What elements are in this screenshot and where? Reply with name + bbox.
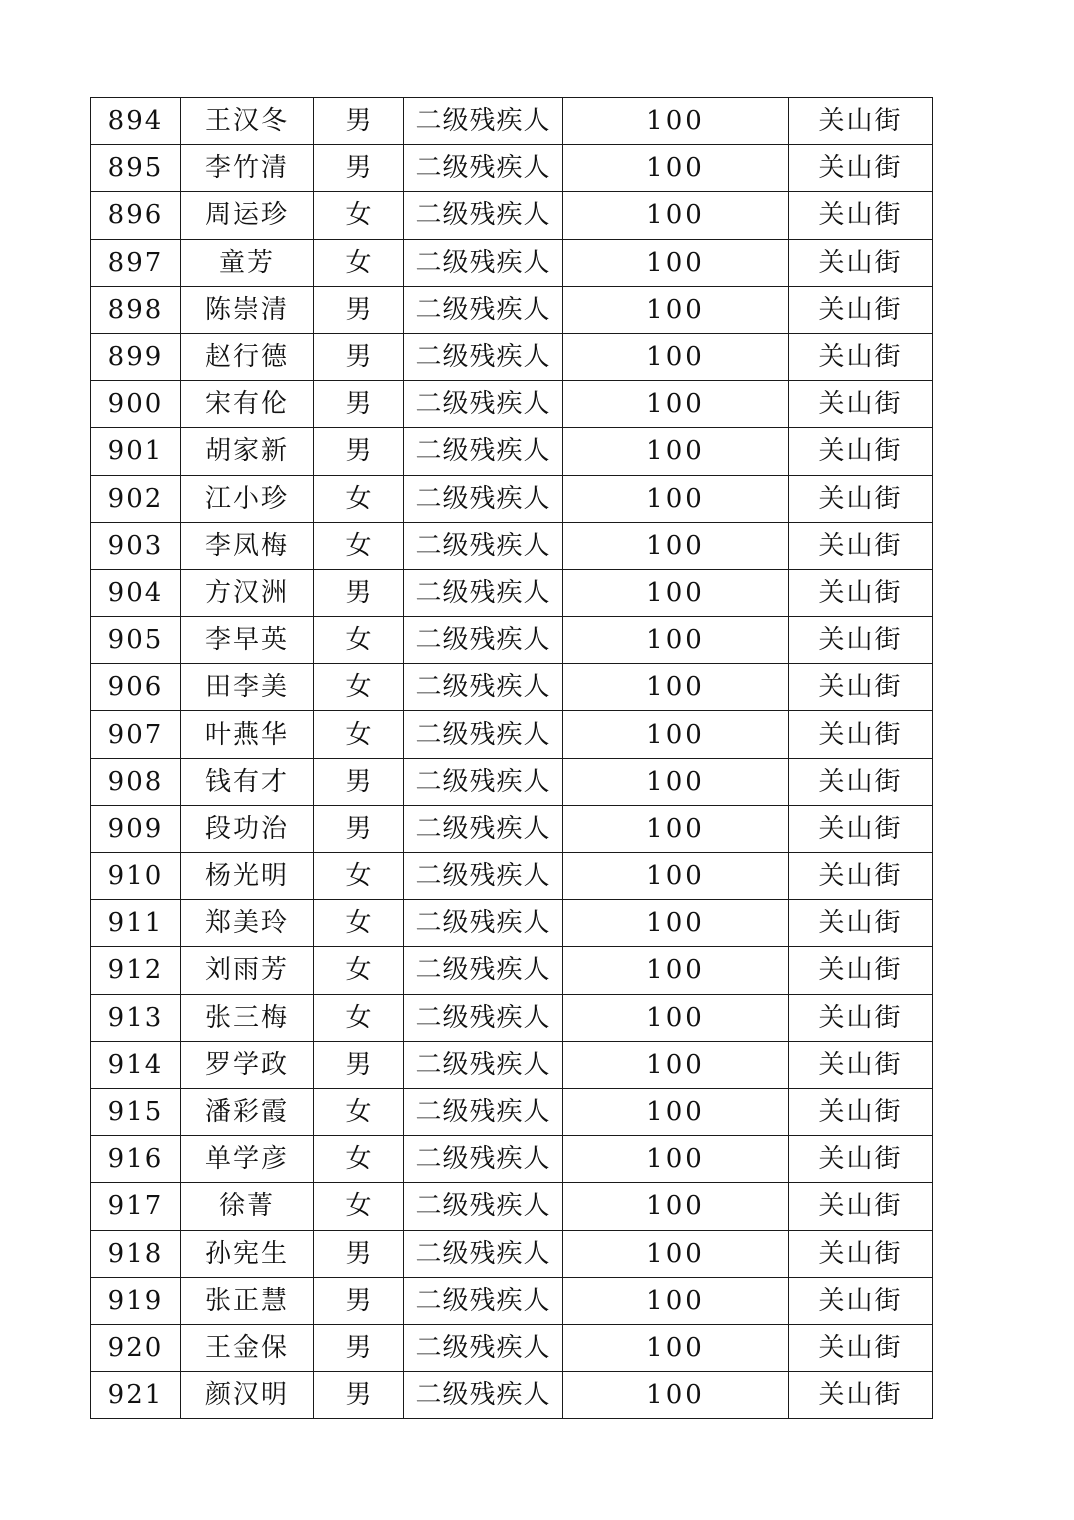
disability-level: 二级残疾人 [404,617,563,664]
table-row [91,475,933,522]
disability-level: 二级残疾人 [404,664,563,711]
gender-cell: 男 [314,145,404,192]
row-number: 910 [91,853,181,900]
street-cell: 关山街 [789,664,933,711]
street-cell: 关山街 [789,947,933,994]
row-number: 899 [91,333,181,380]
person-name: 王金保 [181,1324,314,1371]
row-number: 915 [91,1088,181,1135]
person-name: 胡家新 [181,428,314,475]
person-name: 郑美玲 [181,900,314,947]
amount-cell: 100 [563,617,789,664]
disability-level: 二级残疾人 [404,853,563,900]
table-row [91,664,933,711]
amount-cell: 100 [563,1088,789,1135]
person-name: 颜汉明 [181,1372,314,1419]
table-row [91,617,933,664]
amount-cell: 100 [563,1324,789,1371]
person-name: 单学彦 [181,1136,314,1183]
disability-level: 二级残疾人 [404,900,563,947]
gender-cell: 男 [314,758,404,805]
row-number: 894 [91,98,181,145]
table-row [91,1041,933,1088]
table-row [91,428,933,475]
amount-cell: 100 [563,1277,789,1324]
row-number: 900 [91,381,181,428]
street-cell: 关山街 [789,1136,933,1183]
disability-level: 二级残疾人 [404,1088,563,1135]
person-name: 童芳 [181,239,314,286]
amount-cell: 100 [563,145,789,192]
street-cell: 关山街 [789,1183,933,1230]
gender-cell: 女 [314,1136,404,1183]
row-number: 896 [91,192,181,239]
amount-cell: 100 [563,1372,789,1419]
disability-level: 二级残疾人 [404,145,563,192]
street-cell: 关山街 [789,994,933,1041]
amount-cell: 100 [563,758,789,805]
person-name: 周运珍 [181,192,314,239]
gender-cell: 女 [314,900,404,947]
person-name: 段功治 [181,805,314,852]
gender-cell: 女 [314,1088,404,1135]
table-row [91,805,933,852]
person-name: 李早英 [181,617,314,664]
street-cell: 关山街 [789,145,933,192]
row-number: 919 [91,1277,181,1324]
street-cell: 关山街 [789,381,933,428]
street-cell: 关山街 [789,475,933,522]
street-cell: 关山街 [789,1230,933,1277]
street-cell: 关山街 [789,1372,933,1419]
amount-cell: 100 [563,711,789,758]
disability-level: 二级残疾人 [404,98,563,145]
row-number: 905 [91,617,181,664]
street-cell: 关山街 [789,522,933,569]
person-name: 赵行德 [181,333,314,380]
disability-level: 二级残疾人 [404,239,563,286]
row-number: 902 [91,475,181,522]
gender-cell: 男 [314,1230,404,1277]
disability-level: 二级残疾人 [404,522,563,569]
person-name: 叶燕华 [181,711,314,758]
row-number: 908 [91,758,181,805]
gender-cell: 男 [314,286,404,333]
disability-level: 二级残疾人 [404,1230,563,1277]
disability-level: 二级残疾人 [404,1277,563,1324]
row-number: 901 [91,428,181,475]
amount-cell: 100 [563,1230,789,1277]
street-cell: 关山街 [789,428,933,475]
street-cell: 关山街 [789,1277,933,1324]
person-name: 刘雨芳 [181,947,314,994]
table-row [91,758,933,805]
amount-cell: 100 [563,381,789,428]
table-row [91,1183,933,1230]
roster-body [91,98,933,1419]
disability-level: 二级残疾人 [404,1324,563,1371]
amount-cell: 100 [563,475,789,522]
table-row [91,145,933,192]
table-row [91,1372,933,1419]
person-name: 方汉洲 [181,569,314,616]
amount-cell: 100 [563,522,789,569]
gender-cell: 女 [314,1183,404,1230]
gender-cell: 男 [314,428,404,475]
street-cell: 关山街 [789,1324,933,1371]
disability-level: 二级残疾人 [404,711,563,758]
person-name: 陈崇清 [181,286,314,333]
street-cell: 关山街 [789,286,933,333]
gender-cell: 女 [314,475,404,522]
row-number: 907 [91,711,181,758]
amount-cell: 100 [563,333,789,380]
disability-level: 二级残疾人 [404,569,563,616]
gender-cell: 男 [314,98,404,145]
row-number: 920 [91,1324,181,1371]
row-number: 898 [91,286,181,333]
gender-cell: 女 [314,192,404,239]
table-row [91,381,933,428]
gender-cell: 男 [314,805,404,852]
row-number: 918 [91,1230,181,1277]
table-row [91,1088,933,1135]
table-row [91,1324,933,1371]
street-cell: 关山街 [789,192,933,239]
disability-level: 二级残疾人 [404,1136,563,1183]
row-number: 917 [91,1183,181,1230]
disability-level: 二级残疾人 [404,381,563,428]
row-number: 921 [91,1372,181,1419]
roster-table [90,97,933,1419]
gender-cell: 女 [314,239,404,286]
amount-cell: 100 [563,664,789,711]
amount-cell: 100 [563,900,789,947]
row-number: 911 [91,900,181,947]
amount-cell: 100 [563,286,789,333]
row-number: 903 [91,522,181,569]
table-row [91,192,933,239]
person-name: 杨光明 [181,853,314,900]
street-cell: 关山街 [789,853,933,900]
disability-level: 二级残疾人 [404,994,563,1041]
amount-cell: 100 [563,853,789,900]
street-cell: 关山街 [789,617,933,664]
row-number: 909 [91,805,181,852]
amount-cell: 100 [563,428,789,475]
person-name: 罗学政 [181,1041,314,1088]
gender-cell: 男 [314,1324,404,1371]
row-number: 912 [91,947,181,994]
street-cell: 关山街 [789,805,933,852]
disability-level: 二级残疾人 [404,428,563,475]
street-cell: 关山街 [789,1088,933,1135]
gender-cell: 女 [314,617,404,664]
disability-level: 二级残疾人 [404,475,563,522]
person-name: 李竹清 [181,145,314,192]
gender-cell: 男 [314,333,404,380]
disability-level: 二级残疾人 [404,758,563,805]
gender-cell: 男 [314,1277,404,1324]
amount-cell: 100 [563,994,789,1041]
gender-cell: 女 [314,522,404,569]
amount-cell: 100 [563,1136,789,1183]
disability-level: 二级残疾人 [404,192,563,239]
disability-level: 二级残疾人 [404,333,563,380]
gender-cell: 女 [314,994,404,1041]
person-name: 徐菁 [181,1183,314,1230]
street-cell: 关山街 [789,900,933,947]
person-name: 江小珍 [181,475,314,522]
gender-cell: 男 [314,569,404,616]
row-number: 914 [91,1041,181,1088]
disability-level: 二级残疾人 [404,1183,563,1230]
street-cell: 关山街 [789,758,933,805]
amount-cell: 100 [563,192,789,239]
disability-level: 二级残疾人 [404,1041,563,1088]
street-cell: 关山街 [789,1041,933,1088]
person-name: 潘彩霞 [181,1088,314,1135]
street-cell: 关山街 [789,239,933,286]
table-row [91,1277,933,1324]
table-row [91,1230,933,1277]
street-cell: 关山街 [789,569,933,616]
table-row [91,947,933,994]
amount-cell: 100 [563,1041,789,1088]
table-row [91,900,933,947]
table-row [91,853,933,900]
gender-cell: 女 [314,947,404,994]
disability-level: 二级残疾人 [404,286,563,333]
person-name: 李凤梅 [181,522,314,569]
amount-cell: 100 [563,1183,789,1230]
row-number: 916 [91,1136,181,1183]
street-cell: 关山街 [789,711,933,758]
table-row [91,994,933,1041]
table-row [91,239,933,286]
gender-cell: 男 [314,1372,404,1419]
row-number: 906 [91,664,181,711]
street-cell: 关山街 [789,98,933,145]
amount-cell: 100 [563,98,789,145]
gender-cell: 女 [314,664,404,711]
table-row [91,286,933,333]
amount-cell: 100 [563,569,789,616]
person-name: 孙宪生 [181,1230,314,1277]
person-name: 田李美 [181,664,314,711]
row-number: 895 [91,145,181,192]
row-number: 913 [91,994,181,1041]
person-name: 王汉冬 [181,98,314,145]
gender-cell: 男 [314,1041,404,1088]
disability-level: 二级残疾人 [404,805,563,852]
table-row [91,333,933,380]
amount-cell: 100 [563,805,789,852]
person-name: 张三梅 [181,994,314,1041]
person-name: 宋有伦 [181,381,314,428]
gender-cell: 女 [314,853,404,900]
table-row [91,711,933,758]
disability-level: 二级残疾人 [404,947,563,994]
amount-cell: 100 [563,947,789,994]
disability-level: 二级残疾人 [404,1372,563,1419]
table-row [91,1136,933,1183]
person-name: 钱有才 [181,758,314,805]
person-name: 张正慧 [181,1277,314,1324]
table-row [91,98,933,145]
amount-cell: 100 [563,239,789,286]
row-number: 904 [91,569,181,616]
gender-cell: 女 [314,711,404,758]
table-row [91,522,933,569]
row-number: 897 [91,239,181,286]
table-row [91,569,933,616]
gender-cell: 男 [314,381,404,428]
street-cell: 关山街 [789,333,933,380]
